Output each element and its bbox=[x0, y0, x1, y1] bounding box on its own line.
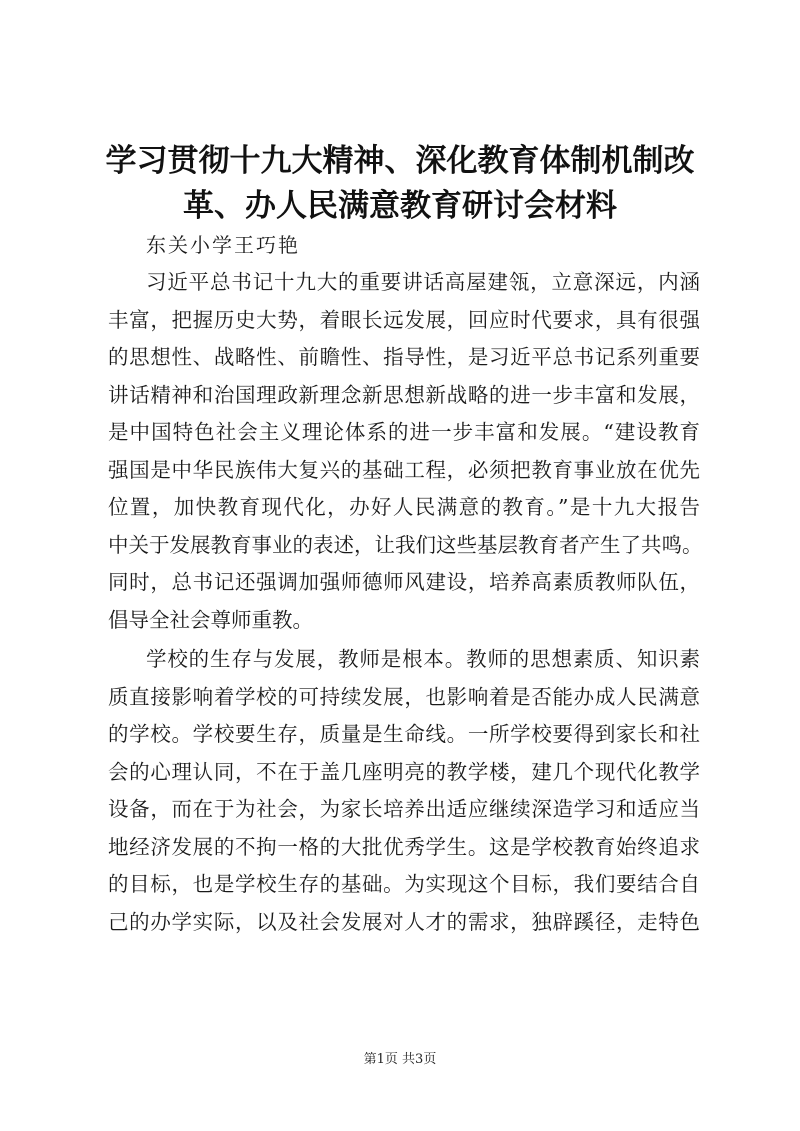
text-line: 位置，加快教育现代化，办好人民满意的教育。”是十九大报告 bbox=[108, 495, 700, 519]
document-title-line-2: 革、办人民满意教育研讨会材料 bbox=[183, 188, 617, 224]
paragraph-2 bbox=[108, 641, 700, 941]
text-line: 中关于发展教育事业的表述，让我们这些基层教育者产生了共鸣。 bbox=[108, 532, 703, 557]
text-line: 习近平总书记十九大的重要讲话高屋建瓴，立意深远，内涵 bbox=[146, 270, 700, 294]
text-line: 的思想性、战略性、前瞻性、指导性，是习近平总书记系列重要 bbox=[108, 345, 700, 369]
text-line: 同时，总书记还强调加强师德师风建设，培养高素质教师队伍， bbox=[108, 570, 700, 594]
paragraph-1 bbox=[108, 264, 703, 639]
text-line: 设备，而在于为社会，为家长培养出适应继续深造学习和适应当 bbox=[108, 797, 700, 821]
text-line: 是中国特色社会主义理论体系的进一步丰富和发展。“建设教育 bbox=[108, 420, 700, 444]
page-number-footer: 第1页 共3页 bbox=[363, 1052, 437, 1067]
author-line: 东关小学王巧艳 bbox=[146, 233, 300, 257]
text-line: 的学校。学校要生存，质量是生命线。一所学校要得到家长和社 bbox=[108, 722, 700, 746]
document-title-line-1: 学习贯彻十九大精神、深化教育体制机制改 bbox=[105, 143, 695, 179]
text-line: 丰富，把握历史大势，着眼长远发展，回应时代要求，具有很强 bbox=[108, 307, 700, 332]
text-line: 会的心理认同，不在于盖几座明亮的教学楼，建几个现代化教学 bbox=[108, 759, 700, 784]
text-line: 质直接影响着学校的可持续发展，也影响着是否能办成人民满意 bbox=[108, 684, 700, 709]
text-line: 的目标，也是学校生存的基础。为实现这个目标，我们要结合自 bbox=[108, 872, 700, 896]
text-line: 己的办学实际，以及社会发展对人才的需求，独辟蹊径，走特色 bbox=[108, 909, 700, 934]
text-line: 强国是中华民族伟大复兴的基础工程，必须把教育事业放在优先 bbox=[108, 457, 700, 482]
text-line: 学校的生存与发展，教师是根本。教师的思想素质、知识素 bbox=[146, 647, 700, 671]
text-line: 地经济发展的不拘一格的大批优秀学生。这是学校教育始终追求 bbox=[108, 834, 700, 859]
text-line: 讲话精神和治国理政新理念新思想新战略的进一步丰富和发展， bbox=[108, 382, 700, 407]
text-line: 倡导全社会尊师重教。 bbox=[108, 607, 313, 632]
